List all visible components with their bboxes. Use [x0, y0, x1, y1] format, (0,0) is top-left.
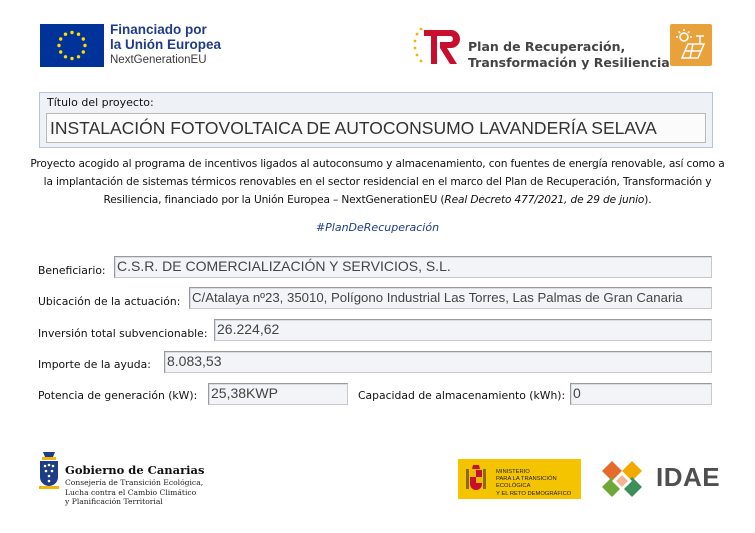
- project-title-label: Título del proyecto:: [47, 96, 154, 109]
- prtr-logo-icon: [411, 24, 467, 68]
- eu-line-2: la Unión Europea: [110, 37, 222, 52]
- canarias-title: Gobierno de Canarias: [65, 463, 205, 477]
- ubicacion-field[interactable]: C/Atalaya nº23, 35010, Polígono Industrial Las Torres, Las Palmas de Gran Canaria: [189, 287, 712, 309]
- canarias-coat-of-arms-icon: [37, 450, 61, 492]
- ministerio-line-1: MINISTERIO: [496, 469, 530, 475]
- capacidad-field[interactable]: 0: [570, 383, 712, 405]
- eu-line-1: Financiado por: [110, 22, 207, 37]
- description-tail: ).: [644, 194, 652, 206]
- canarias-text: [65, 464, 204, 507]
- prtr-line-1: Plan de Recuperación,: [468, 39, 626, 54]
- hashtag: #PlanDeRecuperación: [315, 221, 440, 234]
- importe-field[interactable]: 8.083,53: [164, 351, 712, 373]
- solar-panel-icon: [670, 24, 712, 66]
- inversion-label: Inversión total subvencionable:: [38, 327, 208, 340]
- ubicacion-label: Ubicación de la actuación:: [38, 295, 181, 308]
- eu-funding-text: [110, 22, 221, 68]
- idae-logo-icon: [594, 459, 650, 499]
- project-title-box: [39, 92, 713, 148]
- importe-label: Importe de la ayuda:: [38, 358, 151, 371]
- description-text: Proyecto acogido al programa de incentivos ligados al autoconsumo y almacenamiento, con fuentes de energía renovable, así como a la implantación de sistemas térmicos renovables en el sector residencial en el marco del Plan de Recuperación, Transformación y Resiliencia, financiado por la Unión Europea – NextGenerationEU (: [30, 158, 725, 206]
- ministerio-line-3: Y EL RETO DEMOGRÁFICO: [496, 490, 572, 497]
- eu-flag-logo: [40, 24, 104, 67]
- project-description: [30, 155, 725, 209]
- eu-line-3: NextGenerationEU: [110, 54, 207, 66]
- beneficiario-field[interactable]: C.S.R. DE COMERCIALIZACIÓN Y SERVICIOS, S.L.: [114, 256, 712, 278]
- beneficiario-label: Beneficiario:: [38, 264, 106, 277]
- potencia-field[interactable]: 25,38KWP: [208, 383, 348, 405]
- capacidad-label: Capacidad de almacenamiento (kWh):: [358, 389, 566, 402]
- idae-wordmark: IDAE: [656, 462, 721, 492]
- canarias-sub-2: Lucha contra el Cambio Climático: [65, 487, 197, 497]
- solar-energy-logo: [670, 24, 712, 66]
- eu-stars-icon: [40, 24, 104, 67]
- prtr-text: [468, 39, 670, 71]
- ministerio-text: [496, 469, 581, 498]
- ministerio-logo: [458, 459, 581, 499]
- project-title-field[interactable]: INSTALACIÓN FOTOVOLTAICA DE AUTOCONSUMO LAVANDERÍA SELAVA: [46, 113, 706, 143]
- decree-reference: Real Decreto 477/2021, de 29 de junio: [444, 194, 645, 206]
- inversion-field[interactable]: 26.224,62: [214, 319, 712, 341]
- canarias-sub-1: Consejería de Transición Ecológica,: [65, 478, 204, 487]
- canarias-sub-3: y Planificación Territorial: [65, 497, 163, 506]
- ministerio-line-2: PARA LA TRANSICIÓN ECOLÓGICA: [496, 476, 557, 490]
- potencia-label: Potencia de generación (kW):: [38, 389, 198, 402]
- prtr-line-2: Transformación y Resiliencia: [468, 55, 670, 70]
- spain-coat-of-arms-icon: [465, 463, 487, 495]
